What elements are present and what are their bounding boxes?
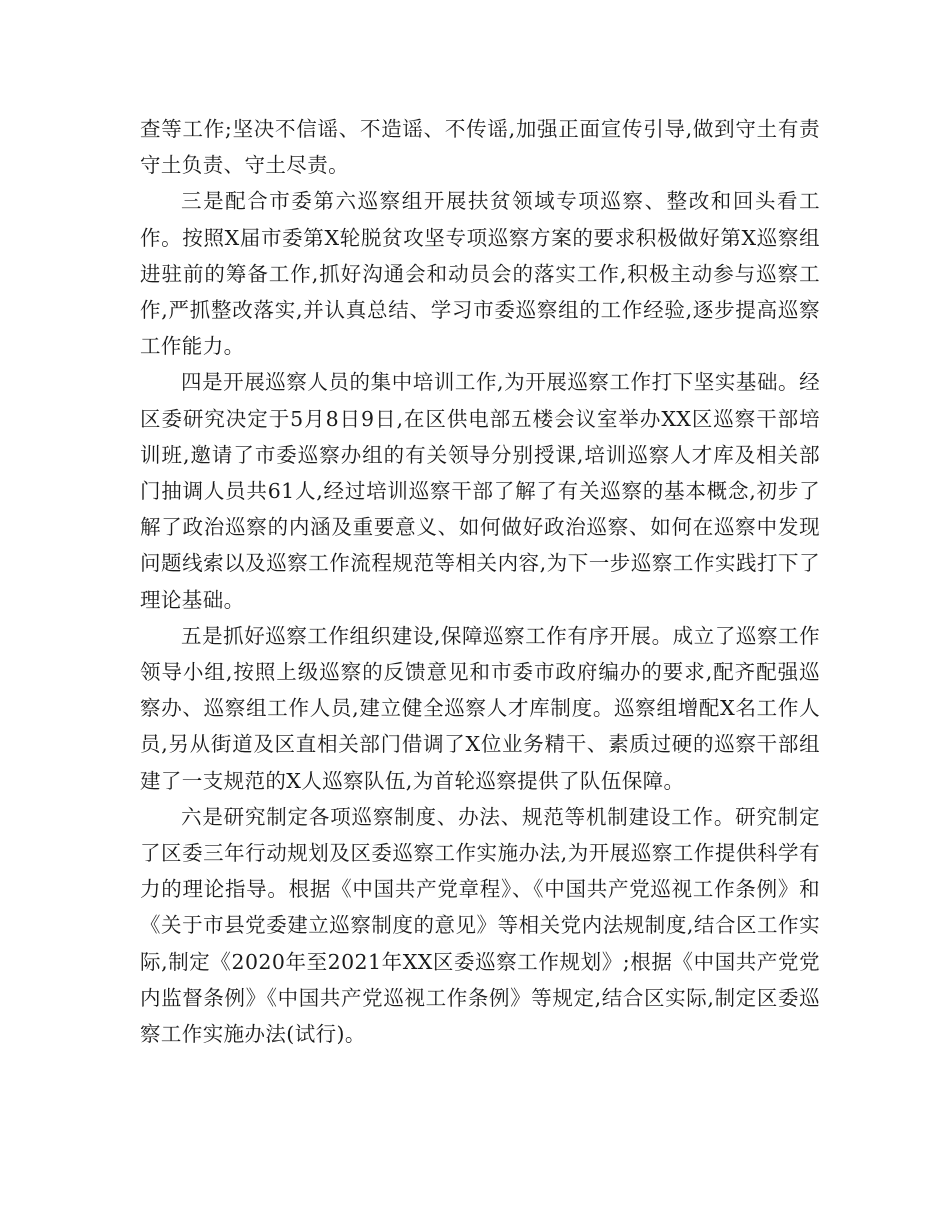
document-body (140, 111, 820, 1052)
paragraph-item-four: 四是开展巡察人员的集中培训工作,为开展巡察工作打下坚实基础。经区委研究决定于5月8日9日,在区供电部五楼会议室举办XX区巡察干部培训班,邀请了市委巡察办组的有关领导分别授课,培训巡察人才库及相关部门抽调人员共61人,经过培训巡察干部了解了有关巡察的基本概念,初步了解了政治巡察的内涵及重要意义、如何做好政治巡察、如何在巡察中发现问题线索以及巡察工作流程规范等相关内容,为下一步巡察工作实践打下了理论基础。 (140, 370, 820, 612)
paragraph-item-five: 五是抓好巡察工作组织建设,保障巡察工作有序开展。成立了巡察工作领导小组,按照上级巡察的反馈意见和市委市政府编办的要求,配齐配强巡察办、巡察组工作人员,建立健全巡察人才库制度。巡察组增配X名工作人员,另从街道及区直相关部门借调了X位业务精干、素质过硬的巡察干部组建了一支规范的X人巡察队伍,为首轮巡察提供了队伍保障。 (140, 623, 820, 793)
paragraph-item-six: 六是研究制定各项巡察制度、办法、规范等机制建设工作。研究制定了区委三年行动规划及区委巡察工作实施办法,为开展巡察工作提供科学有力的理论指导。根据《中国共产党章程》、《中国共产党巡视工作条例》和《关于市县党委建立巡察制度的意见》等相关党内法规制度,结合区工作实际,制定《2020年至2021年XX区委巡察工作规划》;根据《中国共产党党内监督条例》《中国共产党巡视工作条例》等规定,结合区实际,制定区委巡察工作实施办法(试行)。 (140, 804, 820, 1047)
paragraph-item-three: 三是配合市委第六巡察组开展扶贫领域专项巡察、整改和回头看工作。按照X届市委第X轮脱贫攻坚专项巡察方案的要求积极做好第X巡察组进驻前的筹备工作,抓好沟通会和动员会的落实工作,积极主动参与巡察工作,严抓整改落实,并认真总结、学习市委巡察组的工作经验,逐步提高巡察工作能力。 (140, 189, 820, 359)
paragraph-continuation: 查等工作;坚决不信谣、不造谣、不传谣,加强正面宣传引导,做到守土有责守土负责、守土尽责。 (140, 117, 820, 178)
